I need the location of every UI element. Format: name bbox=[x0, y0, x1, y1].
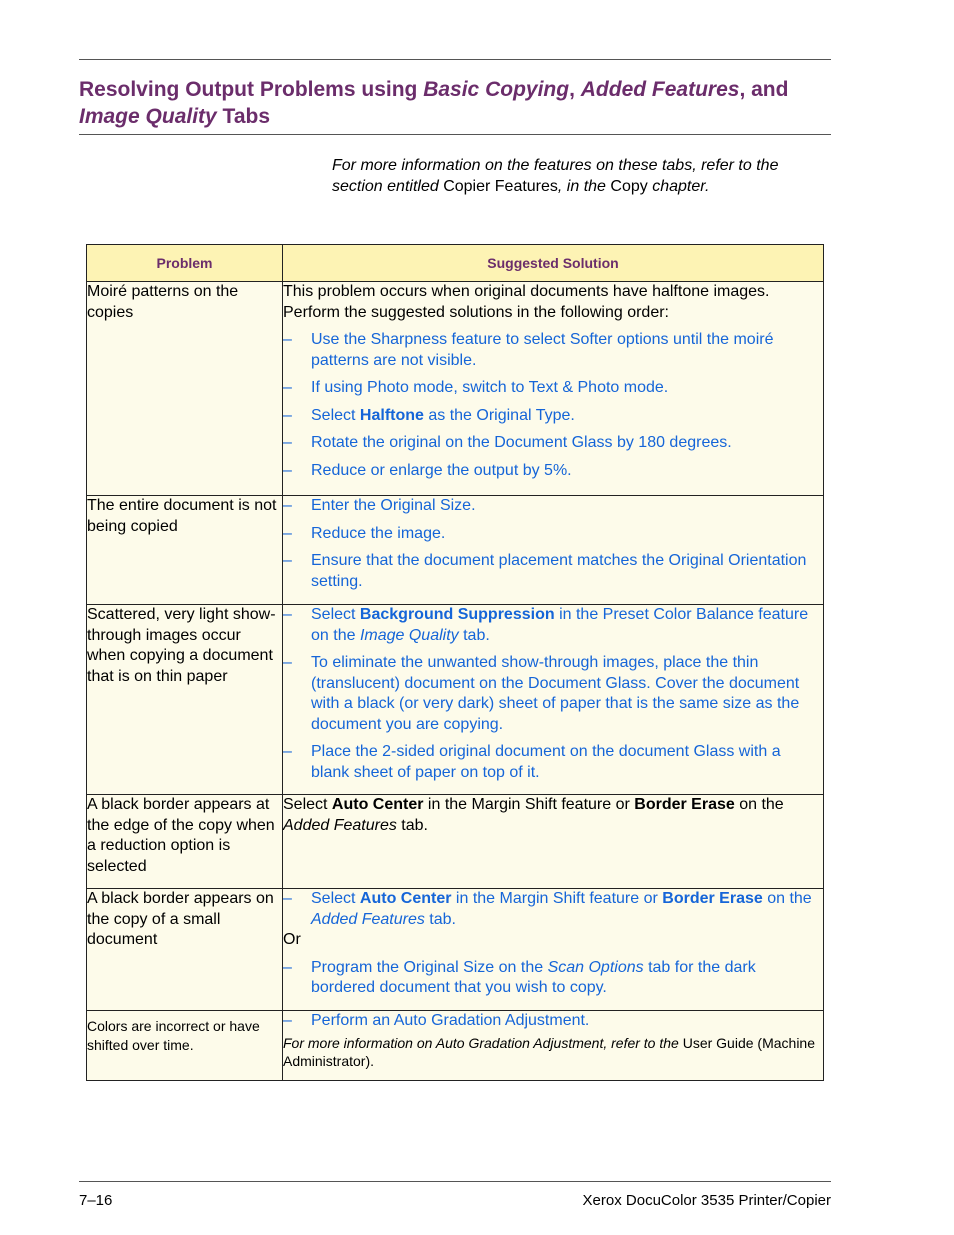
table-row bbox=[87, 889, 824, 1011]
solution-lead: Select Auto Center in the Margin Shift feature or Border Erase on the Added Features tab. bbox=[283, 796, 784, 834]
solution-or: Or bbox=[283, 931, 301, 948]
table-header-row bbox=[87, 245, 824, 282]
solution-cell bbox=[283, 1011, 824, 1081]
solution-item: – Reduce or enlarge the output by 5%. bbox=[283, 461, 572, 479]
solution-item: – Select Auto Center in the Margin Shift feature or Border Erase on the Added Features tab. bbox=[283, 890, 812, 928]
page-title: Resolving Output Problems using Basic Copying, Added Features, and Image Quality Tabs bbox=[79, 78, 789, 128]
solution-item: – Ensure that the document placement matches the Original Orientation setting. bbox=[283, 552, 807, 590]
page-number: 7–16 bbox=[79, 1192, 113, 1209]
title-added-features: Added Features bbox=[580, 78, 740, 101]
problem-cell: The entire document is not being copied bbox=[87, 496, 283, 605]
solution-item: – Reduce the image. bbox=[283, 524, 446, 542]
header-solution: Suggested Solution bbox=[283, 245, 824, 282]
table-row bbox=[87, 605, 824, 795]
solution-item: – Use the Sharpness feature to select Softer options until the moiré patterns are not visible. bbox=[283, 331, 774, 369]
solution-lead: This problem occurs when original documents have halftone images. Perform the suggested solutions in the following order: bbox=[283, 283, 770, 321]
problem-cell: A black border appears on the copy of a small document bbox=[87, 889, 283, 1011]
solution-note: For more information on Auto Gradation Adjustment, refer to the User Guide (Machine Administrator). bbox=[283, 1034, 815, 1069]
table-row bbox=[87, 795, 824, 889]
problem-cell: Moiré patterns on the copies bbox=[87, 282, 283, 496]
solution-item: – If using Photo mode, switch to Text & Photo mode. bbox=[283, 379, 669, 396]
solution-item: – Enter the Original Size. bbox=[283, 497, 476, 514]
solution-item: – Perform an Auto Gradation Adjustment. bbox=[283, 1012, 590, 1029]
solution-item: – Select Background Suppression in the Preset Color Balance feature on the Image Quality tab. bbox=[283, 606, 809, 644]
header-problem: Problem bbox=[87, 245, 283, 282]
solution-cell bbox=[283, 496, 824, 605]
title-image-quality: Image Quality bbox=[79, 105, 217, 128]
table-row bbox=[87, 496, 824, 605]
solution-cell bbox=[283, 282, 824, 496]
solution-item: – Select Halftone as the Original Type. bbox=[283, 406, 575, 424]
problem-cell: Colors are incorrect or have shifted over time. bbox=[87, 1011, 283, 1081]
table-row bbox=[87, 282, 824, 496]
footer-rule bbox=[79, 1181, 831, 1182]
troubleshooting-table bbox=[86, 244, 824, 1081]
title-rule bbox=[79, 134, 831, 135]
solution-item: – Place the 2-sided original document on the document Glass with a blank sheet of paper on top of it. bbox=[283, 743, 781, 781]
problem-cell: A black border appears at the edge of the copy when a reduction option is selected bbox=[87, 795, 283, 889]
title-basic-copying: Basic Copying bbox=[423, 78, 570, 101]
solution-cell bbox=[283, 889, 824, 1011]
solution-item: – To eliminate the unwanted show-through images, place the thin (translucent) document on the Document Glass. Cover the document with a black (or very dark) sheet of paper that is the same size as the document you are copying. bbox=[283, 654, 800, 733]
product-name: Xerox DocuColor 3535 Printer/Copier bbox=[582, 1192, 831, 1209]
solution-item: – Rotate the original on the Document Glass by 180 degrees. bbox=[283, 434, 732, 451]
solution-item: – Program the Original Size on the Scan Options tab for the dark bordered document that you wish to copy. bbox=[283, 958, 756, 996]
solution-cell bbox=[283, 605, 824, 795]
top-rule bbox=[79, 59, 831, 60]
solution-cell bbox=[283, 795, 824, 889]
table-row bbox=[87, 1011, 824, 1081]
intro-note: For more information on the features on these tabs, refer to the section entitled Copier Features, in the Copy chapter. bbox=[332, 157, 779, 195]
problem-cell: Scattered, very light show-through images occur when copying a document that is on thin paper bbox=[87, 605, 283, 795]
